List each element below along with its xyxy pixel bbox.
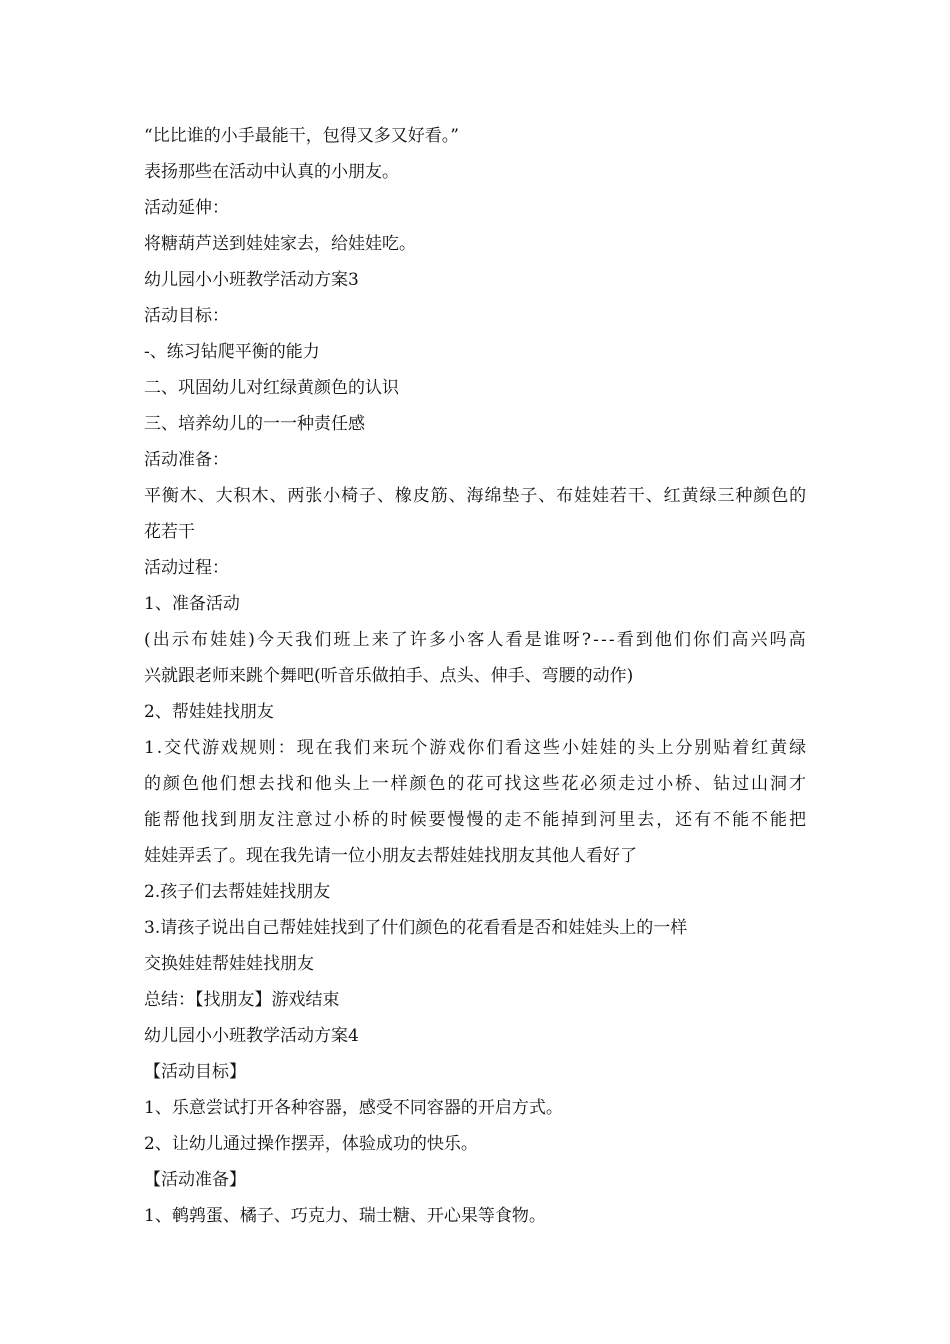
- section-heading: 【活动准备】: [144, 1170, 246, 1190]
- section-heading: 活动准备：: [144, 450, 229, 470]
- text-line: 3.请孩子说出自己帮娃娃找到了什们颜色的花看看是否和娃娃头上的一样: [144, 918, 688, 938]
- paragraph-line: 花若干: [144, 522, 195, 542]
- step-heading: 1、准备活动: [144, 594, 240, 614]
- list-item: 2、让幼儿通过操作摆弄，体验成功的快乐。: [144, 1134, 478, 1154]
- paragraph-line: 能帮他找到朋友注意过小桥的时候要慢慢的走不能掉到河里去，还有不能不能把: [144, 810, 808, 830]
- paragraph-line: 平衡木、大积木、两张小椅子、橡皮筋、海绵垫子、布娃娃若干、红黄绿三种颜色的: [144, 486, 808, 506]
- paragraph-line: 兴就跟老师来跳个舞吧(听音乐做拍手、点头、伸手、弯腰的动作): [144, 666, 634, 686]
- section-heading: 活动延伸：: [144, 198, 229, 218]
- paragraph-line: 1.交代游戏规则：现在我们来玩个游戏你们看这些小娃娃的头上分别贴着红黄绿: [144, 738, 809, 758]
- text-line: 2.孩子们去帮娃娃找朋友: [144, 882, 331, 902]
- list-item: 二、巩固幼儿对红绿黄颜色的认识: [144, 378, 399, 398]
- step-heading: 2、帮娃娃找朋友: [144, 702, 274, 722]
- text-line: 交换娃娃帮娃娃找朋友: [144, 954, 314, 974]
- paragraph-line: (出示布娃娃)今天我们班上来了许多小客人看是谁呀?---看到他们你们高兴吗高: [144, 630, 808, 650]
- paragraph-line: 娃娃弄丢了。现在我先请一位小朋友去帮娃娃找朋友其他人看好了: [144, 846, 637, 866]
- text-line: 将糖葫芦送到娃娃家去，给娃娃吃。: [144, 234, 416, 254]
- document-body: [144, 118, 814, 1234]
- section-heading: 【活动目标】: [144, 1062, 246, 1082]
- list-item: -、练习钻爬平衡的能力: [144, 342, 320, 362]
- materials-paragraph: [144, 478, 814, 550]
- intro-paragraph: [144, 622, 814, 694]
- list-item: 1、乐意尝试打开各种容器，感受不同容器的开启方式。: [144, 1098, 563, 1118]
- plan-title: 幼儿园小小班教学活动方案4: [144, 1026, 359, 1046]
- rules-paragraph: [144, 730, 814, 874]
- list-item: 三、培养幼儿的一一种责任感: [144, 414, 365, 434]
- text-line: 总结：【找朋友】游戏结束: [144, 990, 340, 1010]
- paragraph-line: 的颜色他们想去找和他头上一样颜色的花可找这些花必须走过小桥、钻过山洞才: [144, 774, 808, 794]
- text-line: 表扬那些在活动中认真的小朋友。: [144, 162, 399, 182]
- section-heading: 活动目标：: [144, 306, 229, 326]
- section-heading: 活动过程：: [144, 558, 229, 578]
- list-item: 1、鹌鹑蛋、橘子、巧克力、瑞士糖、开心果等食物。: [144, 1206, 546, 1226]
- plan-title: 幼儿园小小班教学活动方案3: [144, 270, 359, 290]
- text-line: “比比谁的小手最能干，包得又多又好看。”: [144, 126, 459, 146]
